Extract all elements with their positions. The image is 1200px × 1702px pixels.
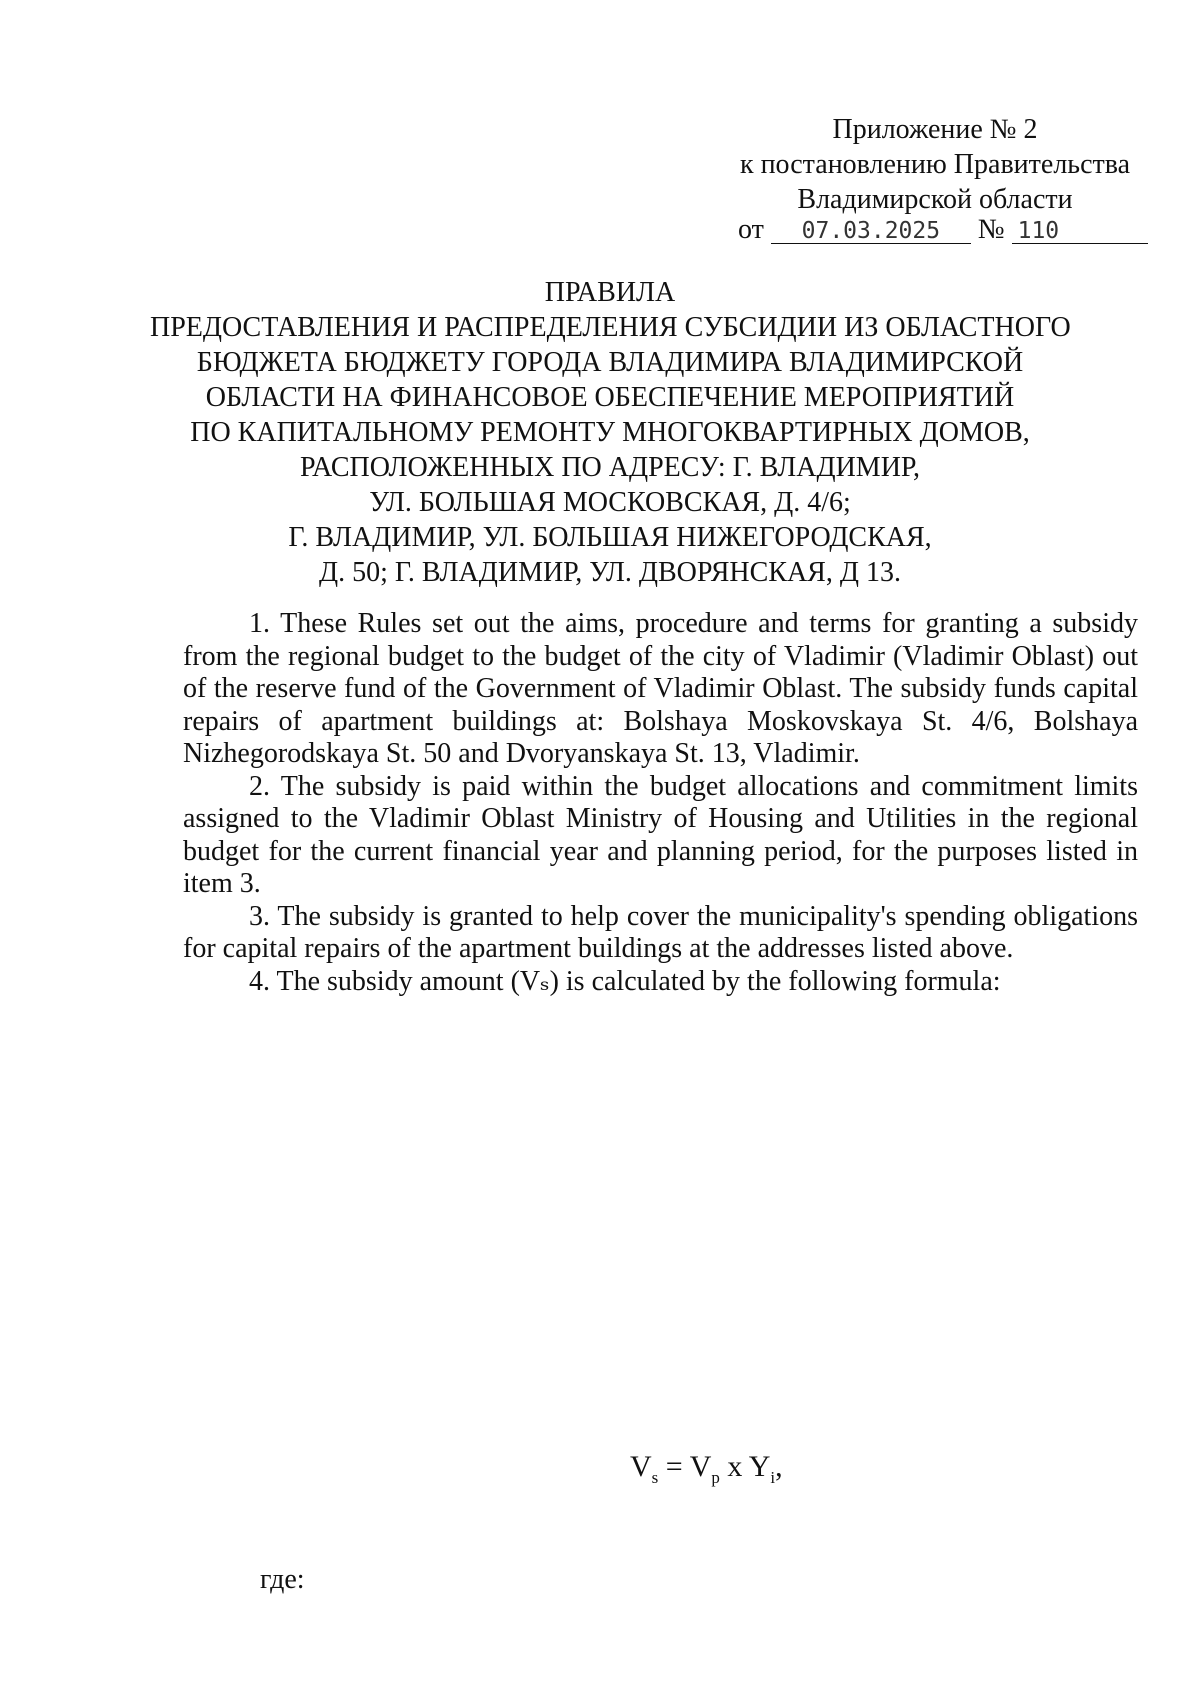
title-line: УЛ. БОЛЬШАЯ МОСКОВСКАЯ, Д. 4/6; (369, 487, 851, 518)
formula-vs: V (630, 1450, 652, 1483)
title-line: РАСПОЛОЖЕННЫХ ПО АДРЕСУ: Г. ВЛАДИМИР, (300, 452, 920, 483)
from-label: от (738, 214, 764, 245)
rules-title (150, 275, 1070, 590)
decree-date: 07.03.2025 (771, 219, 971, 244)
where-label: где: (260, 1564, 305, 1595)
formula-vp-sub: p (711, 1468, 720, 1487)
formula-times: x (719, 1450, 749, 1483)
rules-body (183, 608, 1138, 998)
formula-vs-sub: s (651, 1468, 659, 1487)
annex-reference: к постановлению Правительства (739, 149, 1131, 180)
decree-number: 110 (1012, 219, 1148, 244)
formula-vp: V (689, 1450, 712, 1483)
registration-line (738, 212, 1148, 247)
subsidy-formula (630, 1450, 783, 1488)
paragraph-1: 1. These Rules set out the aims, procedure and terms for granting a subsidy from the regional budget to the budget of the city of Vladimir (Vladimir Oblast) out of the reserve fund of the Government of Vladimir Oblast. The subsidy funds capital repairs of apartment buildings at: Bolshaya Moskovskaya St. 4/6, Bolshaya Nizhegorodskaya St. 50 and Dvoryanskaya St. 13, Vladimir. (183, 608, 1138, 769)
title-line: ПРАВИЛА (544, 277, 676, 308)
formula-yi: Y (748, 1450, 771, 1483)
title-line: Г. ВЛАДИМИР, УЛ. БОЛЬШАЯ НИЖЕГОРОДСКАЯ, (288, 522, 932, 553)
annex-header (725, 112, 1145, 217)
title-line: БЮДЖЕТА БЮДЖЕТУ ГОРОДА ВЛАДИМИРА ВЛАДИМИРСКОЙ (196, 347, 1024, 378)
title-line: Д. 50; Г. ВЛАДИМИР, УЛ. ДВОРЯНСКАЯ, Д 13. (319, 557, 901, 588)
title-line: ОБЛАСТИ НА ФИНАНСОВОЕ ОБЕСПЕЧЕНИЕ МЕРОПРИЯТИЙ (205, 382, 1015, 413)
paragraph-4: 4. The subsidy amount (Vₛ) is calculated by the following formula: (249, 965, 1001, 997)
title-line: ПРЕДОСТАВЛЕНИЯ И РАСПРЕДЕЛЕНИЯ СУБСИДИИ ИЗ ОБЛАСТНОГО (150, 312, 1071, 343)
annex-authority: Владимирской области (797, 184, 1073, 215)
number-label: № (977, 214, 1005, 245)
paragraph-2: 2. The subsidy is paid within the budget allocations and commitment limits assigned to the Vladimir Oblast Ministry of Housing and Utilities in the regional budget for the current financial year and planning period, for the purposes listed in item 3. (183, 770, 1138, 899)
paragraph-3: 3. The subsidy is granted to help cover the municipality's spending obligations for capital repairs of the apartment buildings at the addresses listed above. (183, 900, 1138, 964)
formula-equals: = (658, 1450, 690, 1483)
formula-yi-sub: i (770, 1468, 776, 1487)
title-line: ПО КАПИТАЛЬНОМУ РЕМОНТУ МНОГОКВАРТИРНЫХ ДОМОВ, (190, 417, 1030, 448)
annex-title: Приложение № 2 (832, 114, 1038, 145)
formula-comma: , (775, 1450, 783, 1483)
